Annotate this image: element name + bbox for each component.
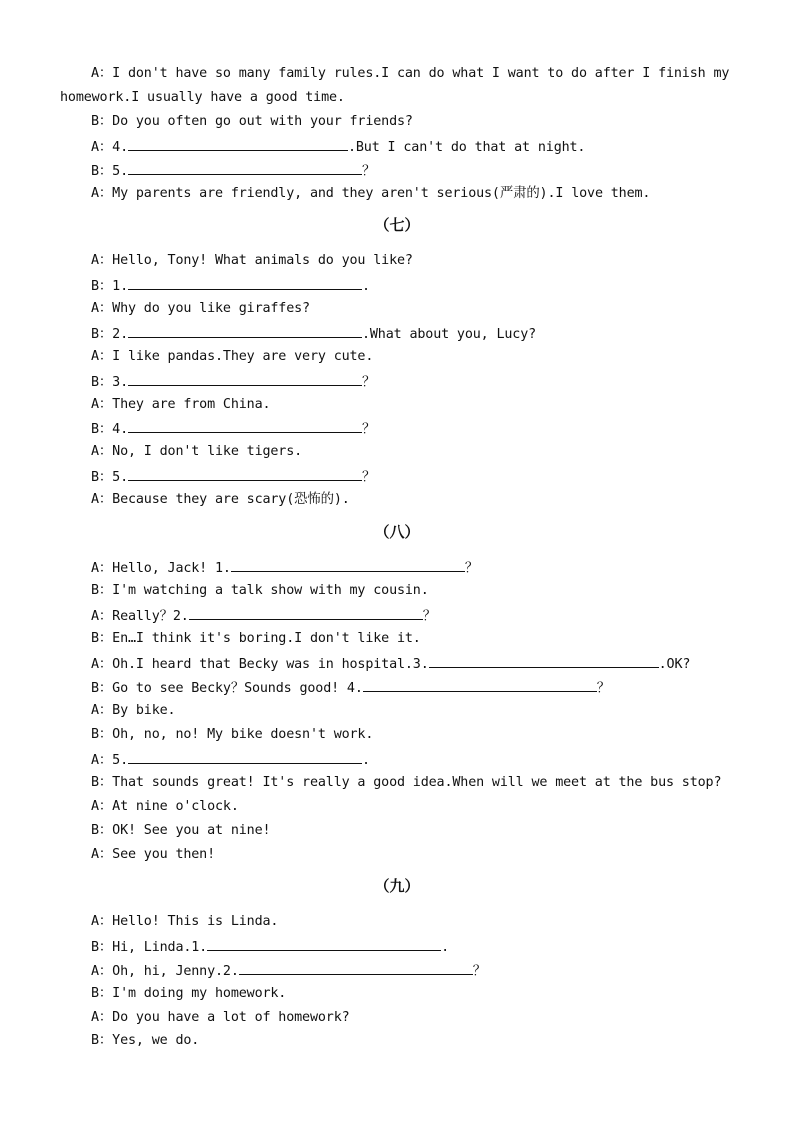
dialog-line: [91, 1010, 350, 1026]
dialog-line: [91, 373, 375, 391]
speaker-label: A：: [91, 1010, 113, 1025]
speaker-label: A：: [91, 561, 113, 576]
dialog-line: [91, 468, 375, 486]
dialog-line: [91, 138, 585, 156]
line-text-after: .OK?: [658, 657, 691, 672]
answer-blank[interactable]: [128, 162, 362, 175]
line-text: Why do you like giraffes?: [112, 301, 310, 316]
line-text: Because they are scary(恐怖的).: [112, 492, 350, 507]
speaker-label: B：: [91, 823, 113, 838]
speaker-label: B：: [91, 114, 113, 129]
line-text-after: .What about you, Lucy?: [361, 327, 537, 342]
line-text-after: .: [361, 753, 370, 768]
line-text-after: ？: [361, 375, 376, 390]
dialog-line: [91, 631, 421, 647]
line-text-after: ？: [361, 164, 376, 179]
line-text: Do you have a lot of homework?: [112, 1010, 350, 1025]
dialog-line: [91, 492, 350, 508]
speaker-label: A：: [91, 186, 113, 201]
line-text: Go to see Becky？Sounds good! 4.: [112, 681, 363, 696]
dialog-line: [91, 938, 449, 956]
speaker-label: B：: [91, 164, 113, 179]
dialog-line: [91, 727, 373, 743]
line-text: homework.I usually have a good time.: [60, 90, 345, 105]
speaker-label: A：: [91, 140, 113, 155]
dialog-line: [91, 420, 375, 438]
line-text: 5.: [112, 164, 128, 179]
speaker-label: B：: [91, 727, 113, 742]
answer-blank[interactable]: [429, 655, 659, 668]
speaker-label: B：: [91, 940, 113, 955]
speaker-label: A：: [91, 753, 113, 768]
speaker-label: A：: [91, 349, 113, 364]
dialog-line: [91, 162, 375, 180]
line-text: 5.: [112, 470, 128, 485]
speaker-label: A：: [91, 444, 113, 459]
speaker-label: A：: [91, 253, 113, 268]
line-text-after: ？: [472, 964, 486, 979]
answer-blank[interactable]: [128, 373, 362, 386]
line-text: OK! See you at nine!: [112, 823, 271, 838]
speaker-label: A：: [91, 657, 113, 672]
speaker-label: A：: [91, 847, 113, 862]
line-text: Hello, Tony! What animals do you like?: [112, 253, 413, 268]
speaker-label: A：: [91, 609, 113, 624]
speaker-label: A：: [91, 799, 113, 814]
dialog-line: [91, 703, 175, 719]
line-text-after: ？: [361, 470, 376, 485]
speaker-label: B：: [91, 279, 113, 294]
speaker-label: B：: [91, 986, 113, 1001]
line-text-after: .But I can't do that at night.: [347, 140, 586, 155]
line-text: Hello, Jack! 1.: [112, 561, 231, 576]
line-text: Oh, no, no! My bike doesn't work.: [112, 727, 374, 742]
line-text: Oh.I heard that Becky was in hospital.3.: [112, 657, 429, 672]
dialog-line: [91, 253, 413, 269]
line-text: 3.: [112, 375, 128, 390]
speaker-label: A：: [91, 301, 113, 316]
line-text: My parents are friendly, and they aren't serious(严肃的).I love them.: [112, 186, 651, 201]
line-text: I'm doing my homework.: [112, 986, 287, 1001]
dialog-line: [91, 607, 436, 625]
dialog-line: [91, 655, 690, 673]
line-text-after: ？: [464, 561, 479, 576]
dialog-line: [91, 397, 270, 413]
dialog-line: [91, 799, 239, 815]
line-text: 1.: [112, 279, 128, 294]
dialog-line: [91, 559, 478, 577]
answer-blank[interactable]: [189, 607, 423, 620]
line-text: At nine o'clock.: [112, 799, 239, 814]
dialog-line: [91, 325, 536, 343]
dialog-line: [91, 114, 413, 130]
speaker-label: A：: [91, 66, 113, 81]
dialog-line: [91, 186, 650, 202]
line-text-after: ？: [361, 422, 376, 437]
dialog-line: [91, 823, 270, 839]
dialog-line: [91, 914, 278, 930]
section-title: （八）: [374, 523, 420, 541]
speaker-label: A：: [91, 703, 113, 718]
line-text: 4.: [112, 140, 128, 155]
line-text: By bike.: [112, 703, 176, 718]
answer-blank[interactable]: [128, 138, 348, 151]
speaker-label: B：: [91, 422, 113, 437]
answer-blank[interactable]: [128, 277, 362, 290]
line-text: 2.: [112, 327, 128, 342]
dialog-line: [91, 277, 370, 295]
line-text: Hi, Linda.1.: [112, 940, 208, 955]
speaker-label: B：: [91, 327, 113, 342]
line-text: Oh, hi, Jenny.2.: [112, 964, 239, 979]
speaker-label: A：: [91, 914, 113, 929]
dialog-line: [91, 962, 486, 980]
speaker-label: A：: [91, 964, 113, 979]
line-text: En…I think it's boring.I don't like it.: [112, 631, 421, 646]
dialog-line: [91, 751, 370, 769]
speaker-label: B：: [91, 681, 113, 696]
line-text: Really？2.: [112, 609, 189, 624]
line-text: No, I don't like tigers.: [112, 444, 303, 459]
line-text-after: .: [361, 279, 370, 294]
answer-blank[interactable]: [128, 420, 362, 433]
line-text: I like pandas.They are very cute.: [112, 349, 374, 364]
line-text: I don't have so many family rules.I can do what I want to do after I finish my: [112, 66, 730, 81]
dialog-line: [91, 301, 310, 317]
dialog-line: [91, 349, 373, 365]
line-text-after: ？: [422, 609, 436, 624]
dialog-line: [91, 444, 302, 460]
answer-blank[interactable]: [363, 679, 597, 692]
dialog-line: [60, 90, 345, 106]
section-title: （七）: [374, 216, 420, 234]
speaker-label: B：: [91, 631, 113, 646]
line-text: Hello! This is Linda.: [112, 914, 279, 929]
line-text-after: ？: [596, 681, 611, 696]
line-text: Do you often go out with your friends?: [112, 114, 413, 129]
line-text-after: .: [441, 940, 450, 955]
line-text: 4.: [112, 422, 128, 437]
answer-blank[interactable]: [231, 559, 465, 572]
speaker-label: A：: [91, 397, 113, 412]
answer-blank[interactable]: [207, 938, 441, 951]
dialog-line: [91, 583, 429, 599]
line-text: See you then!: [112, 847, 216, 862]
speaker-label: A：: [91, 492, 113, 507]
speaker-label: B：: [91, 375, 113, 390]
dialog-line: [91, 1033, 199, 1049]
answer-blank[interactable]: [239, 962, 473, 975]
line-text: Yes, we do.: [112, 1033, 200, 1048]
section-title: （九）: [374, 877, 420, 895]
dialog-line: [91, 847, 215, 863]
line-text: I'm watching a talk show with my cousin.: [112, 583, 429, 598]
line-text: They are from China.: [112, 397, 271, 412]
answer-blank[interactable]: [128, 751, 362, 764]
dialog-line: [91, 66, 729, 82]
speaker-label: B：: [91, 470, 113, 485]
answer-blank[interactable]: [128, 468, 362, 481]
dialog-line: [91, 775, 721, 791]
speaker-label: B：: [91, 1033, 113, 1048]
speaker-label: B：: [91, 775, 113, 790]
answer-blank[interactable]: [128, 325, 362, 338]
dialog-line: [91, 679, 610, 697]
dialog-line: [91, 986, 286, 1002]
speaker-label: B：: [91, 583, 113, 598]
line-text: 5.: [112, 753, 128, 768]
line-text: That sounds great! It's really a good idea.When will we meet at the bus stop?: [112, 775, 722, 790]
